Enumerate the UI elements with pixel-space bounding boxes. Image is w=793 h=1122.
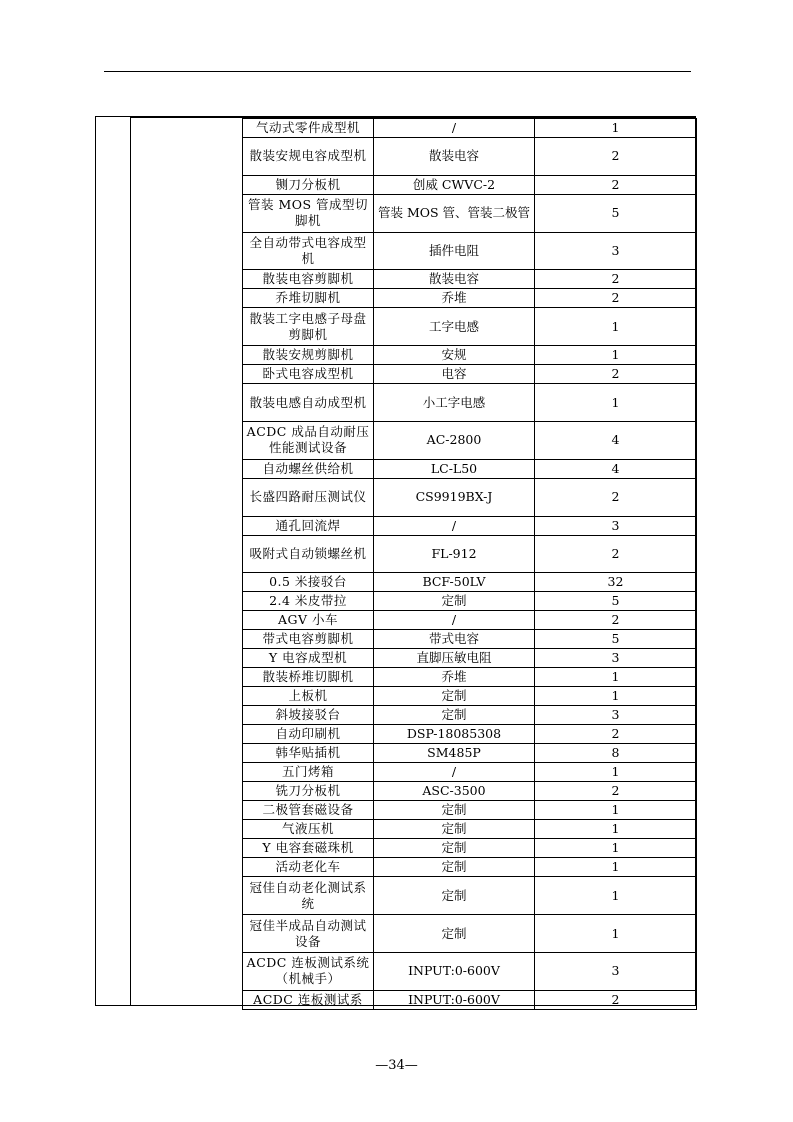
model-cell: 散装电容 — [374, 138, 535, 176]
model-cell: 工字电感 — [374, 308, 535, 346]
quantity-cell: 1 — [535, 668, 697, 687]
model-cell: 定制 — [374, 877, 535, 915]
quantity-cell: 1 — [535, 915, 697, 953]
equipment-name-cell: AGV 小车 — [243, 611, 374, 630]
equipment-name-cell: Y 电容成型机 — [243, 649, 374, 668]
quantity-cell: 1 — [535, 763, 697, 782]
table-row — [243, 232, 697, 270]
model-cell: 带式电容 — [374, 630, 535, 649]
table-row — [243, 535, 697, 573]
table-row — [243, 478, 697, 516]
header-rule — [104, 71, 691, 72]
model-cell: 定制 — [374, 801, 535, 820]
model-cell: DSP-18085308 — [374, 725, 535, 744]
equipment-name-cell: 自动螺丝供给机 — [243, 459, 374, 478]
quantity-cell: 2 — [535, 175, 697, 194]
quantity-cell: 2 — [535, 990, 697, 1009]
equipment-name-cell: 自动印刷机 — [243, 725, 374, 744]
equipment-name-cell: 二极管套磁设备 — [243, 801, 374, 820]
model-cell: ASC-3500 — [374, 782, 535, 801]
quantity-cell: 1 — [535, 346, 697, 365]
table-row — [243, 990, 697, 1009]
equipment-name-cell: 带式电容剪脚机 — [243, 630, 374, 649]
table-row — [243, 421, 697, 459]
model-cell: 定制 — [374, 858, 535, 877]
quantity-cell: 1 — [535, 119, 697, 138]
model-cell: / — [374, 611, 535, 630]
quantity-cell: 2 — [535, 725, 697, 744]
model-cell: INPUT:0-600V — [374, 990, 535, 1009]
quantity-cell: 2 — [535, 270, 697, 289]
quantity-cell: 4 — [535, 421, 697, 459]
model-cell: BCF-50LV — [374, 573, 535, 592]
quantity-cell: 1 — [535, 687, 697, 706]
table-row — [243, 668, 697, 687]
table-row — [243, 801, 697, 820]
table-row — [243, 384, 697, 422]
column-divider — [130, 117, 131, 1005]
table-row — [243, 820, 697, 839]
quantity-cell: 3 — [535, 649, 697, 668]
model-cell: 小工字电感 — [374, 384, 535, 422]
quantity-cell: 5 — [535, 194, 697, 232]
table-row — [243, 516, 697, 535]
equipment-name-cell: 活动老化车 — [243, 858, 374, 877]
quantity-cell: 5 — [535, 630, 697, 649]
equipment-name-cell: ACDC 连板测试系统（机械手） — [243, 952, 374, 990]
table-row — [243, 138, 697, 176]
table-row — [243, 592, 697, 611]
table-row — [243, 459, 697, 478]
equipment-name-cell: 卧式电容成型机 — [243, 365, 374, 384]
equipment-table-frame — [95, 116, 696, 1006]
equipment-table — [242, 118, 697, 1010]
table-row — [243, 649, 697, 668]
model-cell: 安规 — [374, 346, 535, 365]
quantity-cell: 5 — [535, 592, 697, 611]
table-row — [243, 289, 697, 308]
table-row — [243, 365, 697, 384]
equipment-name-cell: 气液压机 — [243, 820, 374, 839]
quantity-cell: 2 — [535, 611, 697, 630]
equipment-name-cell: 散装安规剪脚机 — [243, 346, 374, 365]
equipment-name-cell: 散装安规电容成型机 — [243, 138, 374, 176]
quantity-cell: 2 — [535, 365, 697, 384]
quantity-cell: 2 — [535, 289, 697, 308]
quantity-cell: 3 — [535, 232, 697, 270]
equipment-name-cell: 散装桥堆切脚机 — [243, 668, 374, 687]
table-row — [243, 782, 697, 801]
equipment-name-cell: 冠佳自动老化测试系统 — [243, 877, 374, 915]
table-row — [243, 175, 697, 194]
quantity-cell: 2 — [535, 782, 697, 801]
table-row — [243, 744, 697, 763]
quantity-cell: 2 — [535, 535, 697, 573]
model-cell: SM485P — [374, 744, 535, 763]
model-cell: / — [374, 516, 535, 535]
table-row — [243, 877, 697, 915]
table-row — [243, 687, 697, 706]
model-cell: CS9919BX-J — [374, 478, 535, 516]
model-cell: 乔堆 — [374, 668, 535, 687]
model-cell: 电容 — [374, 365, 535, 384]
equipment-name-cell: 上板机 — [243, 687, 374, 706]
table-row — [243, 308, 697, 346]
equipment-name-cell: 吸附式自动锁螺丝机 — [243, 535, 374, 573]
quantity-cell: 2 — [535, 138, 697, 176]
model-cell: 定制 — [374, 839, 535, 858]
equipment-name-cell: 冠佳半成品自动测试设备 — [243, 915, 374, 953]
table-row — [243, 725, 697, 744]
equipment-name-cell: 散装电感自动成型机 — [243, 384, 374, 422]
equipment-name-cell: 斜坡接驳台 — [243, 706, 374, 725]
equipment-name-cell: 0.5 米接驳台 — [243, 573, 374, 592]
table-row — [243, 194, 697, 232]
quantity-cell: 32 — [535, 573, 697, 592]
quantity-cell: 1 — [535, 858, 697, 877]
equipment-name-cell: ACDC 连板测试系 — [243, 990, 374, 1009]
equipment-name-cell: 铡刀分板机 — [243, 175, 374, 194]
table-row — [243, 706, 697, 725]
quantity-cell: 3 — [535, 516, 697, 535]
model-cell: 乔堆 — [374, 289, 535, 308]
equipment-name-cell: Y 电容套磁珠机 — [243, 839, 374, 858]
quantity-cell: 3 — [535, 706, 697, 725]
quantity-cell: 1 — [535, 384, 697, 422]
table-row — [243, 573, 697, 592]
quantity-cell: 1 — [535, 877, 697, 915]
model-cell: 定制 — [374, 915, 535, 953]
model-cell: / — [374, 763, 535, 782]
model-cell: 直脚压敏电阻 — [374, 649, 535, 668]
equipment-name-cell: 铣刀分板机 — [243, 782, 374, 801]
quantity-cell: 3 — [535, 952, 697, 990]
table-row — [243, 763, 697, 782]
equipment-name-cell: 散装电容剪脚机 — [243, 270, 374, 289]
model-cell: FL-912 — [374, 535, 535, 573]
quantity-cell: 1 — [535, 801, 697, 820]
model-cell: 插件电阻 — [374, 232, 535, 270]
equipment-name-cell: 管装 MOS 管成型切脚机 — [243, 194, 374, 232]
equipment-name-cell: 通孔回流焊 — [243, 516, 374, 535]
model-cell: 管装 MOS 管、管装二极管 — [374, 194, 535, 232]
table-row — [243, 346, 697, 365]
model-cell: AC-2800 — [374, 421, 535, 459]
quantity-cell: 1 — [535, 839, 697, 858]
table-row — [243, 858, 697, 877]
model-cell: LC-L50 — [374, 459, 535, 478]
quantity-cell: 4 — [535, 459, 697, 478]
table-row — [243, 952, 697, 990]
quantity-cell: 1 — [535, 308, 697, 346]
equipment-name-cell: 散装工字电感子母盘剪脚机 — [243, 308, 374, 346]
equipment-name-cell: 2.4 米皮带拉 — [243, 592, 374, 611]
quantity-cell: 8 — [535, 744, 697, 763]
page-number: —34— — [375, 1058, 418, 1073]
model-cell: INPUT:0-600V — [374, 952, 535, 990]
equipment-name-cell: 五门烤箱 — [243, 763, 374, 782]
table-row — [243, 119, 697, 138]
equipment-name-cell: 韩华贴插机 — [243, 744, 374, 763]
equipment-name-cell: ACDC 成品自动耐压性能测试设备 — [243, 421, 374, 459]
quantity-cell: 1 — [535, 820, 697, 839]
equipment-name-cell: 全自动带式电容成型机 — [243, 232, 374, 270]
table-row — [243, 270, 697, 289]
model-cell: 定制 — [374, 687, 535, 706]
model-cell: / — [374, 119, 535, 138]
model-cell: 定制 — [374, 706, 535, 725]
table-row — [243, 915, 697, 953]
model-cell: 定制 — [374, 592, 535, 611]
equipment-name-cell: 乔堆切脚机 — [243, 289, 374, 308]
model-cell: 创威 CWVC-2 — [374, 175, 535, 194]
table-row — [243, 630, 697, 649]
table-row — [243, 611, 697, 630]
equipment-name-cell: 长盛四路耐压测试仪 — [243, 478, 374, 516]
table-row — [243, 839, 697, 858]
equipment-name-cell: 气动式零件成型机 — [243, 119, 374, 138]
model-cell: 散装电容 — [374, 270, 535, 289]
quantity-cell: 2 — [535, 478, 697, 516]
model-cell: 定制 — [374, 820, 535, 839]
